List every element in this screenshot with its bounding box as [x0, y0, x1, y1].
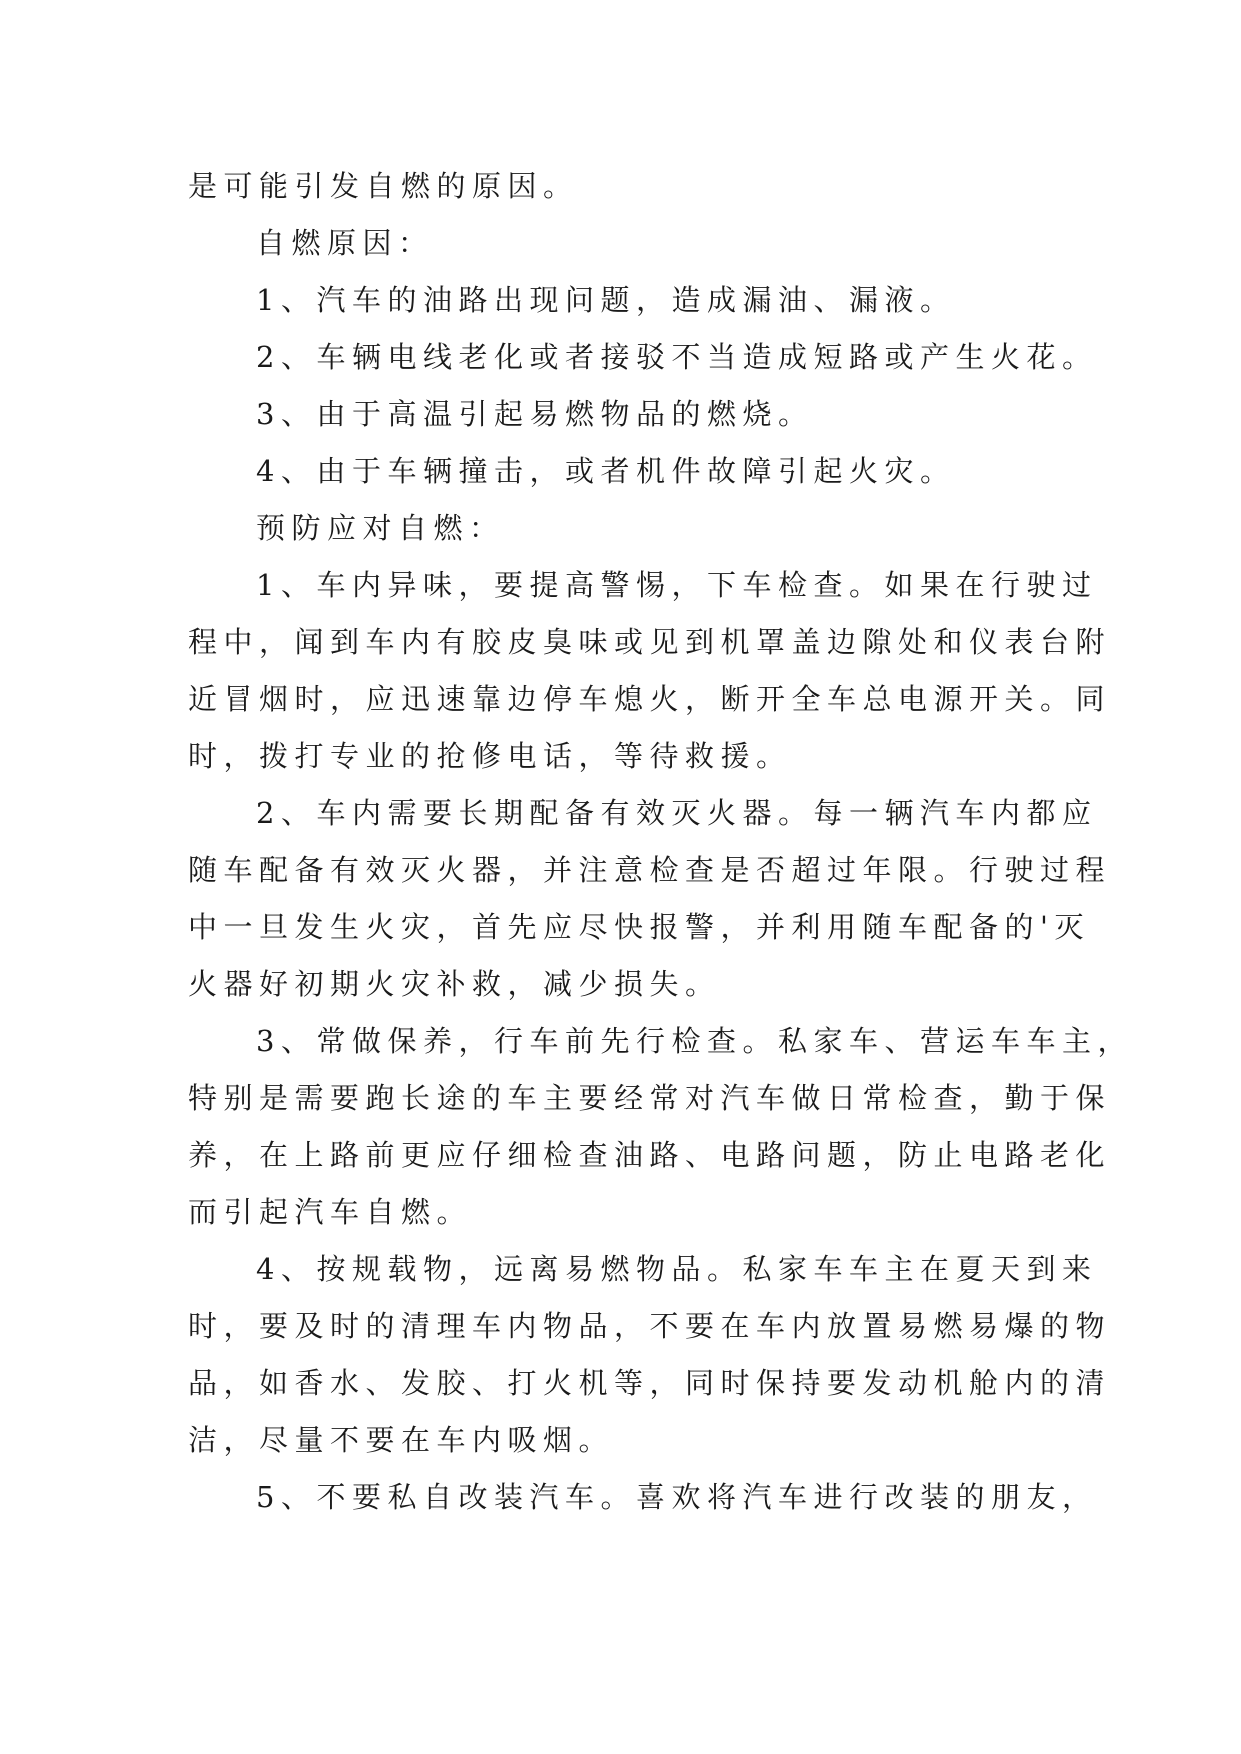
paragraph-line: 3、常做保养，行车前先行检查。私家车、营运车车主， [256, 1024, 1133, 1058]
paragraph-line: 4、按规载物，远离易燃物品。私家车车主在夏天到来 [256, 1252, 1098, 1286]
paragraph-line: 5、不要私自改装汽车。喜欢将汽车进行改装的朋友， [256, 1480, 1098, 1514]
paragraph-line: 2、车内需要长期配备有效灭火器。每一辆汽车内都应 [256, 796, 1098, 830]
paragraph-line: 而引起汽车自燃。 [188, 1195, 473, 1229]
paragraph-line: 特别是需要跑长途的车主要经常对汽车做日常检查，勤于保 [188, 1081, 1112, 1115]
paragraph-line: 中一旦发生火灾，首先应尽快报警，并利用随车配备的'灭 [188, 910, 1090, 944]
list-item: 4、由于车辆撞击，或者机件故障引起火灾。 [256, 454, 956, 488]
list-item: 1、汽车的油路出现问题，造成漏油、漏液。 [256, 283, 956, 317]
paragraph-line: 近冒烟时，应迅速靠边停车熄火，断开全车总电源开关。同 [188, 682, 1112, 716]
section-heading: 自燃原因： [256, 226, 434, 260]
paragraph-line: 时，要及时的清理车内物品，不要在车内放置易燃易爆的物 [188, 1309, 1112, 1343]
paragraph-line: 养，在上路前更应仔细检查油路、电路问题，防止电路老化 [188, 1138, 1112, 1172]
paragraph-line: 程中，闻到车内有胶皮臭味或见到机罩盖边隙处和仪表台附 [188, 625, 1112, 659]
paragraph-line: 时，拨打专业的抢修电话，等待救援。 [188, 739, 792, 773]
paragraph-line: 火器好初期火灾补救，减少损失。 [188, 967, 721, 1001]
paragraph-line: 随车配备有效灭火器，并注意检查是否超过年限。行驶过程 [188, 853, 1112, 887]
section-heading: 预防应对自燃： [256, 511, 505, 545]
paragraph-line: 品，如香水、发胶、打火机等，同时保持要发动机舱内的清 [188, 1366, 1112, 1400]
paragraph-line: 1、车内异味，要提高警惕，下车检查。如果在行驶过 [256, 568, 1098, 602]
text-line: 是可能引发自燃的原因。 [188, 169, 579, 203]
list-item: 2、车辆电线老化或者接驳不当造成短路或产生火花。 [256, 340, 1098, 374]
list-item: 3、由于高温引起易燃物品的燃烧。 [256, 397, 814, 431]
paragraph-line: 洁，尽量不要在车内吸烟。 [188, 1423, 615, 1457]
